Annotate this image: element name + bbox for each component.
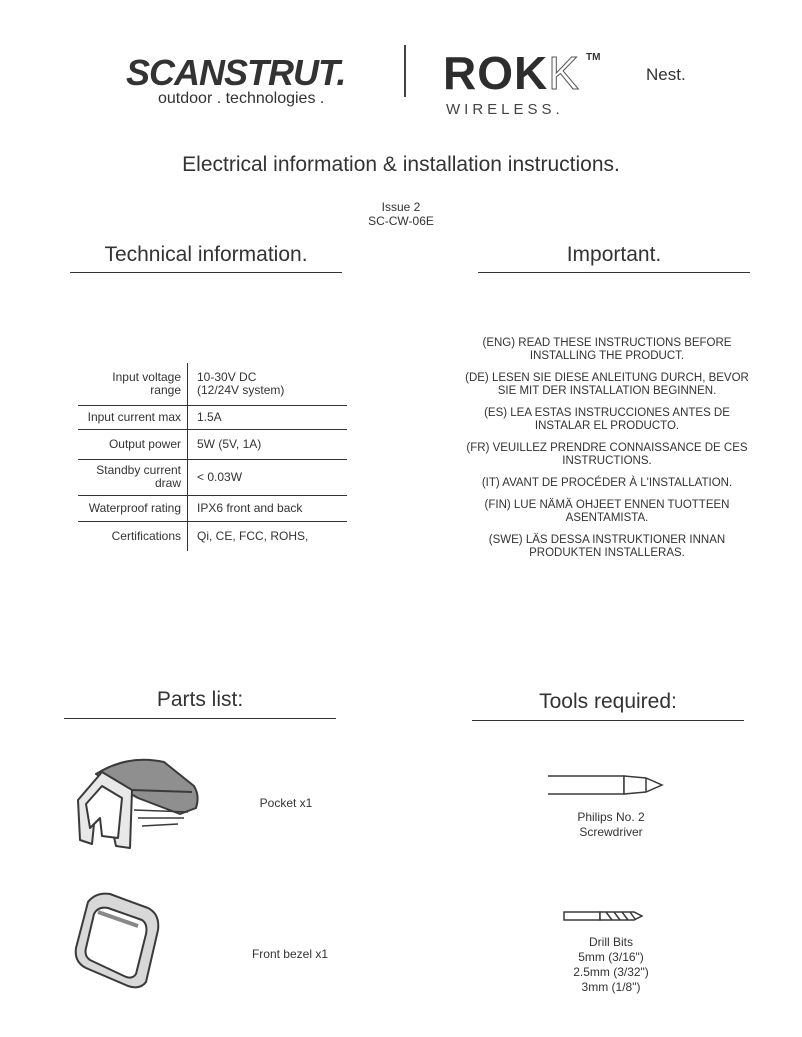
tech-row	[78, 429, 347, 459]
issue-block	[0, 200, 802, 228]
pocket-icon	[68, 752, 206, 854]
tech-row-value-line: Qi, CE, FCC, ROHS,	[197, 528, 309, 543]
tech-row-value	[188, 521, 348, 551]
technical-rule	[70, 272, 342, 273]
part-pocket-label: Pocket x1	[259, 796, 313, 810]
rokk-logo-k: K	[548, 47, 580, 99]
important-item-line: (SWE) LÄS DESSA INSTRUKTIONER INNAN	[488, 534, 726, 546]
tech-row-label	[78, 363, 188, 405]
parts-heading: Parts list:	[156, 688, 244, 711]
important-item-line: INSTALAR EL PRODUCTO.	[534, 420, 680, 432]
tool-drill-bits-line-3: 2.5mm (3/32")	[573, 965, 649, 979]
important-item-line: (IT) AVANT DE PROCÉDER À L'INSTALLATION.	[481, 477, 733, 489]
tech-row-value-line: 10-30V DC	[197, 369, 257, 384]
tech-row-label-line: Waterproof rating	[88, 500, 181, 515]
logo-divider	[404, 45, 406, 97]
important-item-line: (FIN) LUE NÄMÄ OHJEET ENNEN TUOTTEEN	[484, 499, 730, 511]
scanstrut-logo: SCANSTRUT.	[126, 52, 346, 93]
tool-drill-bits-line-1: Drill Bits	[589, 935, 633, 949]
important-item-line: INSTRUCTIONS.	[562, 455, 652, 467]
important-item-line: (ES) LEA ESTAS INSTRUCCIONES ANTES DE	[484, 407, 730, 419]
scanstrut-tagline: outdoor . technologies .	[158, 90, 325, 107]
technical-heading: Technical information.	[104, 243, 308, 266]
tech-row-value	[188, 363, 348, 405]
rokk-logo-rok: ROK	[443, 47, 549, 99]
tech-row-label	[78, 429, 188, 459]
tool-screwdriver-line-1: Philips No. 2	[577, 810, 645, 824]
important-item-line: PRODUKTEN INSTALLERAS.	[529, 547, 685, 559]
tool-drill-bits-line-4: 3mm (1/8")	[581, 980, 641, 994]
important-item	[452, 372, 762, 398]
tech-row-label	[78, 405, 188, 429]
technical-table	[78, 363, 347, 551]
important-item	[452, 337, 762, 363]
tech-row-value	[188, 405, 348, 429]
tech-row-label-line: Output power	[108, 436, 181, 451]
screwdriver-icon	[544, 770, 666, 800]
tech-row-label-line: draw	[154, 476, 181, 490]
tech-row-value-line: 1.5A	[197, 409, 222, 424]
tech-row-value	[188, 459, 348, 495]
important-list	[452, 337, 762, 569]
tech-row-label	[78, 521, 188, 551]
tool-drill-bits-label	[540, 935, 682, 995]
important-item	[452, 407, 762, 433]
important-item-line: INSTALLING THE PRODUCT.	[529, 350, 685, 362]
trademark-mark: TM	[586, 52, 601, 63]
tool-screwdriver-line-2: Screwdriver	[579, 825, 643, 839]
important-item-line: (ENG) READ THESE INSTRUCTIONS BEFORE	[482, 337, 732, 349]
tech-row-value-line: (12/24V system)	[197, 382, 285, 397]
important-item-line: (DE) LESEN SIE DIESE ANLEITUNG DURCH, BEVOR	[465, 372, 749, 384]
important-item-line: ASENTAMISTA.	[565, 512, 649, 524]
tech-row-label-line: Input voltage	[112, 369, 181, 384]
rokk-wireless-label: WIRELESS.	[446, 101, 564, 118]
tech-row-value	[188, 495, 348, 521]
document-title: Electrical information & installation instructions.	[182, 153, 620, 176]
tech-row-label-line: Certifications	[111, 528, 181, 543]
tech-row	[78, 459, 347, 495]
tech-row-value-line: 5W (5V, 1A)	[197, 436, 262, 451]
tech-row	[78, 495, 347, 521]
issue-number: Issue 2	[381, 200, 421, 214]
part-front-bezel-label: Front bezel x1	[251, 947, 329, 961]
document-code: SC-CW-06E	[368, 214, 434, 228]
important-item-line: SIE MIT DER INSTALLATION BEGINNEN.	[497, 385, 717, 397]
tech-row	[78, 405, 347, 429]
tech-row-label	[78, 495, 188, 521]
tech-row-label-line: Input current max	[87, 409, 181, 424]
product-name: Nest.	[646, 65, 686, 84]
tech-row-value-line: < 0.03W	[197, 469, 243, 484]
tool-drill-bits-line-2: 5mm (3/16")	[578, 950, 644, 964]
important-item-line: (FR) VEUILLEZ PRENDRE CONNAISSANCE DE CES	[466, 442, 748, 454]
important-item	[452, 499, 762, 525]
tech-row-value	[188, 429, 348, 459]
important-item	[452, 442, 762, 468]
tools-rule	[472, 720, 744, 721]
tech-row	[78, 521, 347, 551]
important-rule	[478, 272, 750, 273]
front-bezel-icon	[68, 886, 168, 990]
tech-row-label-line: Standby current	[96, 463, 181, 477]
tech-row-value-line: IPX6 front and back	[197, 500, 303, 515]
rokk-logo	[443, 46, 580, 100]
tech-row-label-line: range	[150, 382, 181, 397]
important-item	[452, 477, 762, 490]
tool-screwdriver-label	[540, 810, 682, 840]
important-item	[452, 534, 762, 560]
drill-bit-icon	[562, 908, 644, 924]
tech-row-label	[78, 459, 188, 495]
important-heading: Important.	[566, 243, 662, 266]
tech-row	[78, 363, 347, 405]
parts-rule	[64, 718, 336, 719]
tools-heading: Tools required:	[539, 690, 677, 713]
